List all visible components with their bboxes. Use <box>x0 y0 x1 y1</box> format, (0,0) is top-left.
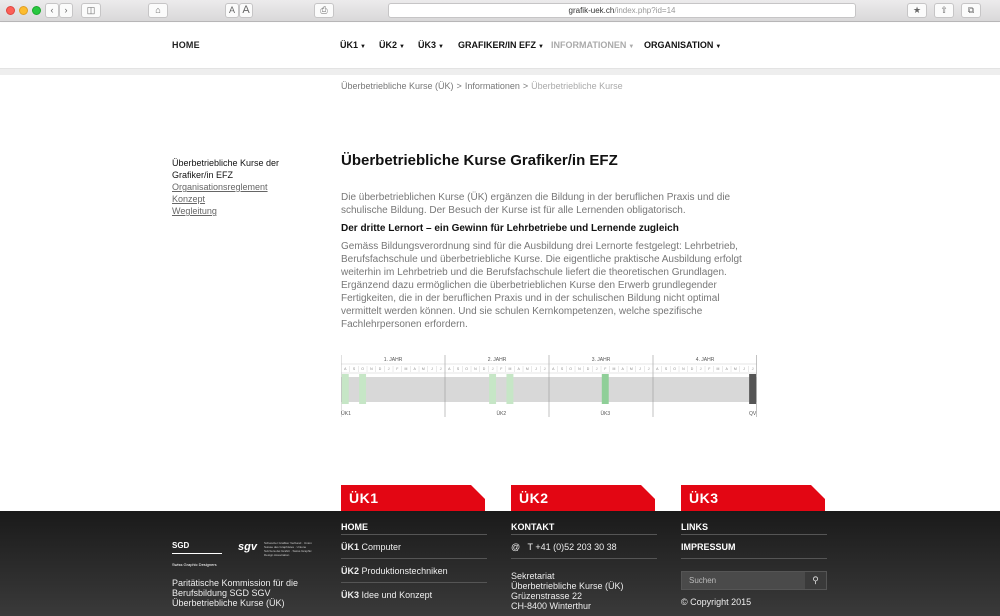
breadcrumb-separator: > <box>456 81 462 91</box>
breadcrumb-item[interactable]: Informationen <box>464 81 520 91</box>
timeline-month-label: J <box>751 367 754 371</box>
sidebar-link-organisationsreglement[interactable]: Organisationsreglement <box>172 182 268 192</box>
print-icon[interactable]: ⎙ <box>314 3 334 18</box>
nav-item-informationen[interactable] <box>551 40 634 50</box>
timeline-month-label: D <box>586 367 590 371</box>
main-content <box>341 152 761 331</box>
timeline-month-label: A <box>413 367 416 371</box>
nav-item-uek3[interactable] <box>418 40 444 50</box>
timeline-month-label: D <box>690 367 694 371</box>
timeline-month-label: J <box>431 367 433 371</box>
nav-item-label: ÜK2 <box>379 40 398 50</box>
zoom-window-button[interactable] <box>32 6 41 15</box>
timeline-month-label: M <box>612 367 616 371</box>
footer-column-links <box>681 522 827 559</box>
tab-uek1[interactable] <box>341 485 485 512</box>
timeline-month-label: M <box>525 367 529 371</box>
timeline-month-label: M <box>716 367 720 371</box>
footer-commission-text: Paritätische Kommission für die Berufsbildung SGD SGV Überbetriebliche Kurse (ÜK) <box>172 578 299 608</box>
timeline-month-label: A <box>621 367 624 371</box>
back-icon[interactable]: ‹ <box>45 3 59 18</box>
timeline-month-label: F <box>396 367 399 371</box>
share-icon[interactable]: ⇧ <box>934 3 954 18</box>
home-icon[interactable]: ⌂ <box>148 3 168 18</box>
sgv-logo[interactable]: sgv <box>238 541 257 553</box>
timeline-month-label: J <box>535 367 537 371</box>
timeline-month-label: O <box>361 367 365 371</box>
nav-item-uek2[interactable] <box>379 40 405 50</box>
timeline-course-block <box>602 374 609 404</box>
text-larger-button[interactable]: A <box>239 3 253 18</box>
sidebar-link-wegleitung[interactable]: Wegleitung <box>172 206 217 216</box>
tab-corner <box>811 485 825 499</box>
nav-shadow-band <box>0 69 1000 75</box>
timeline-month-label: F <box>708 367 711 371</box>
timeline-month-label: A <box>344 367 347 371</box>
nav-item-label: ORGANISATION <box>644 40 714 50</box>
timeline-course-block <box>749 374 756 404</box>
nav-home-link[interactable]: HOME <box>172 40 200 50</box>
page-title: Überbetriebliche Kurse Grafiker/in EFZ <box>341 152 618 169</box>
nav-item-grafiker[interactable] <box>458 40 544 50</box>
tab-label: ÜK3 <box>689 490 719 506</box>
top-navigation <box>0 23 1000 69</box>
address-line: Überbetriebliche Kurse (ÜK) <box>511 581 624 591</box>
minimize-window-button[interactable] <box>19 6 28 15</box>
footer-phone[interactable] <box>511 542 657 559</box>
text-smaller-button[interactable]: A <box>225 3 239 18</box>
timeline-year-label: 3. JAHR <box>591 357 611 363</box>
timeline-marker-label: QV <box>749 411 757 417</box>
footer-copyright: © Copyright 2015 <box>681 597 752 607</box>
tab-label: ÜK1 <box>349 490 379 506</box>
footer-link-text: Computer <box>361 542 402 552</box>
timeline-month-label: J <box>639 367 641 371</box>
timeline-month-label: J <box>699 367 702 371</box>
timeline-year-label: 4. JAHR <box>695 357 715 363</box>
search-input[interactable] <box>682 572 806 589</box>
footer-link-code: ÜK2 <box>341 566 360 576</box>
intro-paragraph: Die überbetrieblichen Kurse (ÜK) ergänzen die Bildung in der beruflichen Praxis und die schulische Bildung. Der Besuch der Kurse ist für alle Lernenden obligatorisch. <box>341 192 731 216</box>
address-line: Grüzenstrasse 22 <box>511 591 583 601</box>
sgv-logo-subtitle: Schweizer Grafiker Verband · Union Suisse des Graphistes · Unione Svizzera dei Grafici · Swiss Graphic Design Association <box>264 541 312 557</box>
timeline-month-label: M <box>421 367 425 371</box>
close-window-button[interactable] <box>6 6 15 15</box>
footer-search <box>681 571 827 590</box>
nav-item-label: GRAFIKER/IN EFZ <box>458 40 536 50</box>
address-bar[interactable] <box>388 3 856 18</box>
caret-down-icon: ▼ <box>399 44 405 50</box>
nav-item-uek1[interactable] <box>340 40 366 50</box>
sidebar-nav <box>172 157 292 217</box>
caret-down-icon: ▼ <box>438 44 444 50</box>
timeline-month-label: S <box>560 367 564 371</box>
timeline-month-label: M <box>629 367 633 371</box>
timeline-month-label: J <box>743 367 745 371</box>
timeline-month-label: J <box>387 367 390 371</box>
footer-link-text: Idee und Konzept <box>361 590 433 600</box>
tab-uek3[interactable] <box>681 485 825 512</box>
timeline-marker-label: ÜK2 <box>496 411 507 417</box>
breadcrumb <box>341 81 623 91</box>
url-host: grafik-uek.ch <box>568 6 615 15</box>
tabs-icon[interactable]: ⧉ <box>961 3 981 18</box>
caret-down-icon: ▼ <box>715 44 722 50</box>
footer-contact-heading: KONTAKT <box>511 522 657 535</box>
breadcrumb-current: Überbetriebliche Kurse <box>531 81 623 91</box>
training-timeline-chart <box>341 355 757 420</box>
tab-label: ÜK2 <box>519 490 549 506</box>
timeline-month-label: A <box>517 367 520 371</box>
timeline-month-label: M <box>733 367 737 371</box>
timeline-month-label: A <box>552 367 555 371</box>
address-line: Sekretariat <box>511 571 555 581</box>
sidebar-icon[interactable]: ◫ <box>81 3 101 18</box>
footer-links-link[interactable]: LINKS <box>681 522 827 535</box>
timeline-month-label: M <box>404 367 408 371</box>
tab-corner <box>471 485 485 499</box>
footer-link-code: ÜK3 <box>341 590 360 600</box>
timeline-month-label: J <box>439 367 442 371</box>
footer-phone-number: T +41 (0)52 203 30 38 <box>527 542 617 552</box>
footer-link-uek3[interactable] <box>341 583 487 607</box>
tab-uek2[interactable] <box>511 485 655 512</box>
footer-column-home <box>341 522 487 607</box>
footer-link-uek1[interactable] <box>341 535 487 559</box>
timeline-month-label: D <box>482 367 486 371</box>
timeline-course-block <box>342 374 349 404</box>
nav-item-label: ÜK1 <box>340 40 359 50</box>
timeline-month-label: A <box>725 367 728 371</box>
timeline-month-label: N <box>578 367 581 371</box>
timeline-month-label: S <box>352 367 356 371</box>
address-line: CH-8400 Winterthur <box>511 601 592 611</box>
timeline-month-label: D <box>378 367 382 371</box>
timeline-month-label: N <box>682 367 685 371</box>
timeline-year-label: 2. JAHR <box>487 357 507 363</box>
footer-home-link[interactable]: HOME <box>341 522 487 535</box>
timeline-month-label: J <box>491 367 494 371</box>
footer-address <box>511 571 657 611</box>
footer-impressum-link[interactable]: IMPRESSUM <box>681 535 827 559</box>
nav-item-organisation[interactable] <box>644 40 721 50</box>
sgd-logo[interactable]: SGD <box>172 541 190 550</box>
breadcrumb-separator: > <box>522 81 529 91</box>
sidebar-item-active[interactable]: Überbetriebliche Kurse der Grafiker/in EFZ <box>172 158 280 180</box>
timeline-course-block <box>359 374 366 404</box>
timeline-month-label: O <box>465 367 469 371</box>
footer-link-text: Produktionstechniken <box>361 566 448 576</box>
browser-toolbar <box>0 0 1000 22</box>
body-paragraph: Gemäss Bildungsverordnung sind für die Ausbildung drei Lernorte festgelegt: Lehrbetrieb, Berufsfachschule und überbetriebliche Kurse. Die eigentliche praktische Ausbildung erfolgt weiterhin im Lehrbetrieb und die Berufsfachschule liefert die theoretischen Grundlagen. Ergänzend dazu ermöglichen die überbetrieblichen Kurse den Erwerb grundlegender Fertigkeiten, die in der beruflichen Praxis und in der schulischen Bildung nicht optimal vermittelt werden können. Und sie schulen Kernkompetenzen, welche spezifische Fachlehrpersonen erfordern. <box>341 241 742 330</box>
forward-icon[interactable]: › <box>59 3 73 18</box>
footer-column-contact <box>511 522 657 611</box>
timeline-month-label: O <box>569 367 573 371</box>
at-icon: @ <box>511 542 521 552</box>
timeline-course-block <box>489 374 496 404</box>
timeline-month-label: A <box>656 367 659 371</box>
breadcrumb-item[interactable]: Überbetriebliche Kurse (ÜK) <box>341 81 454 91</box>
timeline-marker-label: ÜK3 <box>600 411 611 417</box>
site-footer <box>0 511 1000 616</box>
nav-item-label: ÜK3 <box>418 40 437 50</box>
tab-corner <box>641 485 655 499</box>
caret-down-icon: ▼ <box>538 44 544 50</box>
bookmark-icon[interactable]: ★ <box>907 3 927 18</box>
caret-down-icon: ▼ <box>628 44 635 50</box>
timeline-month-label: J <box>543 367 546 371</box>
timeline-year-label: 1. JAHR <box>383 357 403 363</box>
timeline-marker-label: ÜK1 <box>341 411 351 417</box>
timeline-month-label: O <box>673 367 677 371</box>
timeline-month-label: F <box>604 367 607 371</box>
search-icon[interactable]: ⚲ <box>805 572 826 589</box>
timeline-course-block <box>506 374 513 404</box>
nav-item-label: INFORMATIONEN <box>551 40 627 50</box>
timeline-month-label: N <box>370 367 373 371</box>
footer-link-code: ÜK1 <box>341 542 360 552</box>
section-subheading: Der dritte Lernort – ein Gewinn für Lehrbetriebe und Lernende zugleich <box>341 223 679 234</box>
footer-link-uek2[interactable] <box>341 559 487 583</box>
caret-down-icon: ▼ <box>360 44 366 50</box>
timeline-month-label: M <box>508 367 512 371</box>
timeline-month-label: S <box>664 367 668 371</box>
sgd-logo-subtitle: Swiss Graphic Designers <box>172 553 222 567</box>
sidebar-link-konzept[interactable]: Konzept <box>172 194 206 204</box>
timeline-month-label: A <box>448 367 451 371</box>
timeline-month-label: J <box>595 367 598 371</box>
timeline-month-label: N <box>474 367 477 371</box>
url-path: /index.php?id=14 <box>614 6 676 15</box>
timeline-month-label: F <box>500 367 503 371</box>
timeline-month-label: J <box>647 367 650 371</box>
timeline-month-label: S <box>456 367 460 371</box>
